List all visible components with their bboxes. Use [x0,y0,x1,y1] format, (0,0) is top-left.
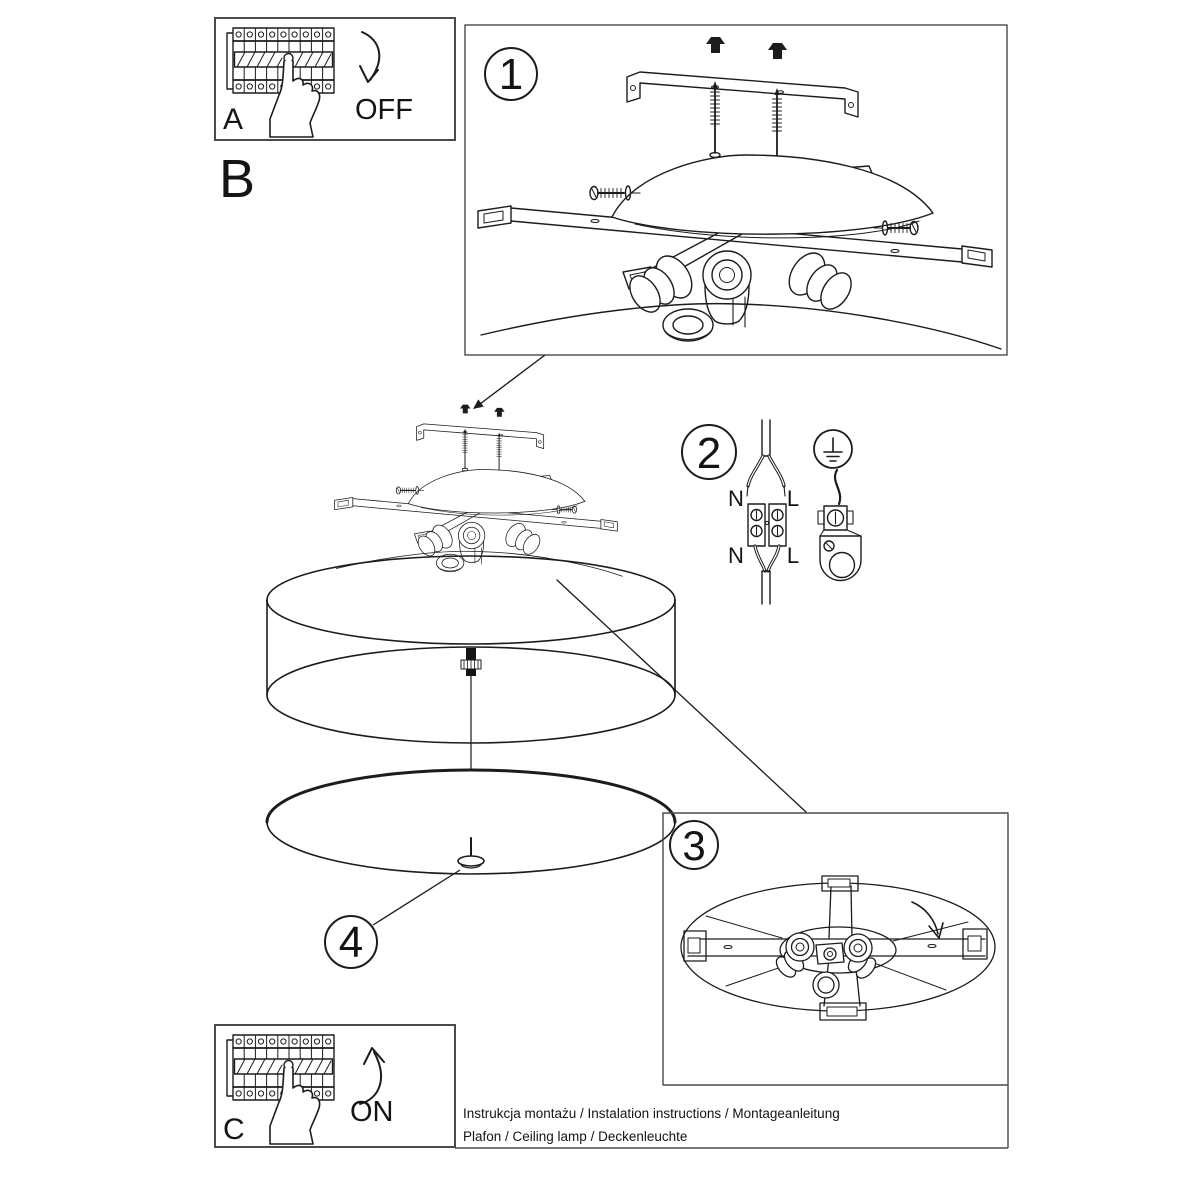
mounting-exploded-diagram [478,37,1001,349]
wiring-n-bottom: N [728,543,744,568]
wiring-l-top: L [786,486,800,511]
step-2-number: 2 [696,429,722,478]
off-label: OFF [355,94,413,126]
panel-c-box [215,1025,455,1147]
leader-to-step4 [373,870,460,925]
footer-line-2: Plafon / Ceiling lamp / Deckenleuchte [463,1129,688,1144]
finial-cap [458,838,484,868]
step-1-number: 1 [498,50,524,99]
breaker-panel-a [227,28,334,137]
supply-cable-bottom [755,546,779,604]
step-2-wiring-diagram [682,420,861,604]
step-1-box [465,25,1007,355]
shade-top-view-diagram [681,876,995,1020]
panel-a-box [215,18,455,140]
off-arrow-icon [360,32,379,82]
panel-a-label: A [223,103,244,136]
step-3-box [663,813,1008,1085]
step-4-callout [325,870,460,968]
section-b-label: B [219,149,256,209]
supply-cable-top [747,420,785,496]
terminal-block-diagram [748,504,786,546]
on-label: ON [350,1096,394,1128]
footer-line-1: Instrukcja montażu / Instalation instructions / Montageanleitung [463,1106,840,1121]
wiring-l-bottom: L [786,543,800,568]
drum-shade-diagram [267,556,806,874]
panel-c-label: C [223,1113,245,1146]
leader-to-step3 [557,580,806,812]
step-4-number: 4 [338,918,364,967]
threaded-rod [461,648,481,770]
wiring-n-top: N [728,486,744,511]
ground-symbol-icon [814,430,852,468]
step1-leader-arrow [473,355,545,409]
shade-top-rim [267,556,675,644]
fixture-assembly-small [335,405,623,577]
footer-titleblock [455,1085,1008,1148]
step-3-number: 3 [682,822,706,869]
ground-terminal-diagram [818,470,861,581]
